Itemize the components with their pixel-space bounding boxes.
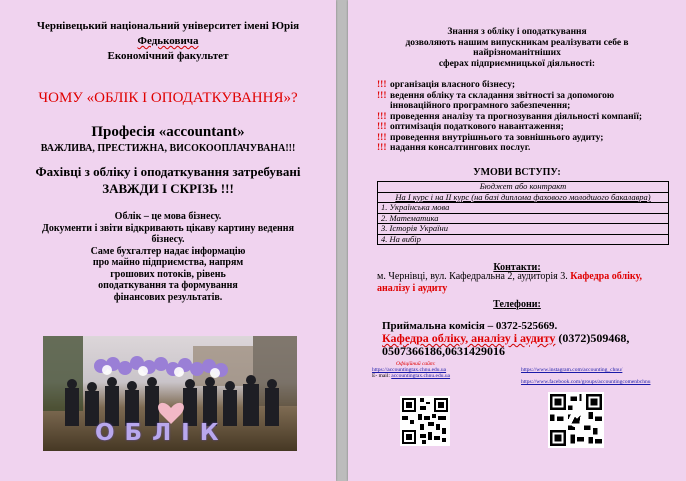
profession-subtitle: ВАЖЛИВА, ПРЕСТИЖНА, ВИСОКООПЛАЧУВАНА!!! [40,143,296,154]
department-phones: Кафедра обліку, аналізу і аудиту (0372)509468, 0507366186,0631429016 [382,331,630,358]
email-line: E- mail: accountingtax.chnu.edu.ua [372,373,451,379]
photo-letters: ОБЛІК [95,420,229,446]
body-line: оподаткування та формування [98,280,238,291]
table-row: 1. Українська мова [378,203,668,214]
right-page [348,0,686,481]
knowledge-intro [348,27,686,69]
specialists-block [0,163,336,197]
table-row: На І курс і на ІІ курс (на базі диплома фахового молодшого бакалавра) [378,193,668,204]
site-link[interactable]: https://accountingtax.chnu.edu.ua [372,367,447,373]
specialists-line: ЗАВЖДИ І СКРІЗЬ !!! [102,181,234,196]
qr-code-icon [548,392,604,448]
qr-code-icon [400,396,450,446]
body-line: Саме бухгалтер надає інформацію [90,245,246,257]
knowledge-intro-line: найрізноманітніших [473,48,561,58]
site-label: Офіційний сайт: [396,361,436,367]
admission-phone: Приймальна комісія – 0372-525669. [382,320,558,332]
body-line: бізнесу. [151,234,185,245]
table-row: 3. Історія України [378,224,668,235]
list-item: !!! оптимізація податкового навантаження; [377,122,564,132]
admission-conditions-table [377,181,669,245]
faculty-name: Економічний факультет [107,50,229,62]
facebook-link[interactable]: https://www.facebook.com/groups/accountingcomenbchnu [521,379,651,385]
list-item: !!! надання консалтингових послуг. [377,143,531,153]
admission-conditions-title: УМОВИ ВСТУПУ: [473,167,561,178]
list-item: !!! проведення внутрішнього та зовнішнього аудиту; [377,132,604,143]
knowledge-intro-line: Знання з обліку і оподаткування [447,27,587,37]
body-line: Документи і звіти відкривають цікаву картину ведення [42,222,294,234]
body-line: про майно підприємства, напрям [92,257,244,268]
table-row: 2. Математика [378,214,668,225]
knowledge-intro-line: сферах підприємницької діяльності: [438,58,596,69]
contact-links [372,361,450,379]
list-item: !!! ведення обліку та складання звітності за допомогою інноваційного програмного забезпечення; [377,90,615,111]
university-name-cont: Федьковича [137,35,199,47]
group-photo [43,336,297,451]
table-row: Бюджет або контракт [378,182,668,193]
why-question: ЧОМУ «ОБЛІК І ОПОДАТКУВАННЯ»? [38,90,298,106]
profession-title: Професія «accountant» [91,124,245,140]
knowledge-list [377,80,677,154]
university-header [0,19,336,64]
list-item: !!! проведення аналізу та прогнозування діяльності компанії; [377,111,642,122]
department-name: Кафедра обліку, аналізу і аудиту [377,271,642,294]
university-name: Чернівецький національний університет імені Юрія [36,20,300,32]
body-line: фінансових результатів. [113,291,223,303]
body-line: Облік – це мова бізнесу. [114,211,222,222]
table-row: 4. На вибір [381,233,421,244]
contacts-title: Контакти: [493,262,541,273]
email-link[interactable]: accountingtax.chnu.edu.ua [391,373,451,379]
specialists-line: Фахівці з обліку і оподаткування затребувані [35,164,301,179]
list-item: !!! організація власного бізнесу; [377,80,516,90]
address-text: м. Чернівці, вул. Кафедральна 2, аудиторія 3. [377,271,571,282]
address [377,271,667,295]
phones-title: Телефони: [493,299,541,310]
social-links [521,364,650,388]
body-paragraph [0,211,336,303]
body-line: грошових потоків, рівень [110,268,226,280]
knowledge-intro-line: дозволяють нашим випускникам реалізувати себе в [405,37,629,48]
left-page [0,0,336,481]
instagram-link[interactable]: https://www.instagram.com/accounting_chnu/ [521,367,623,373]
